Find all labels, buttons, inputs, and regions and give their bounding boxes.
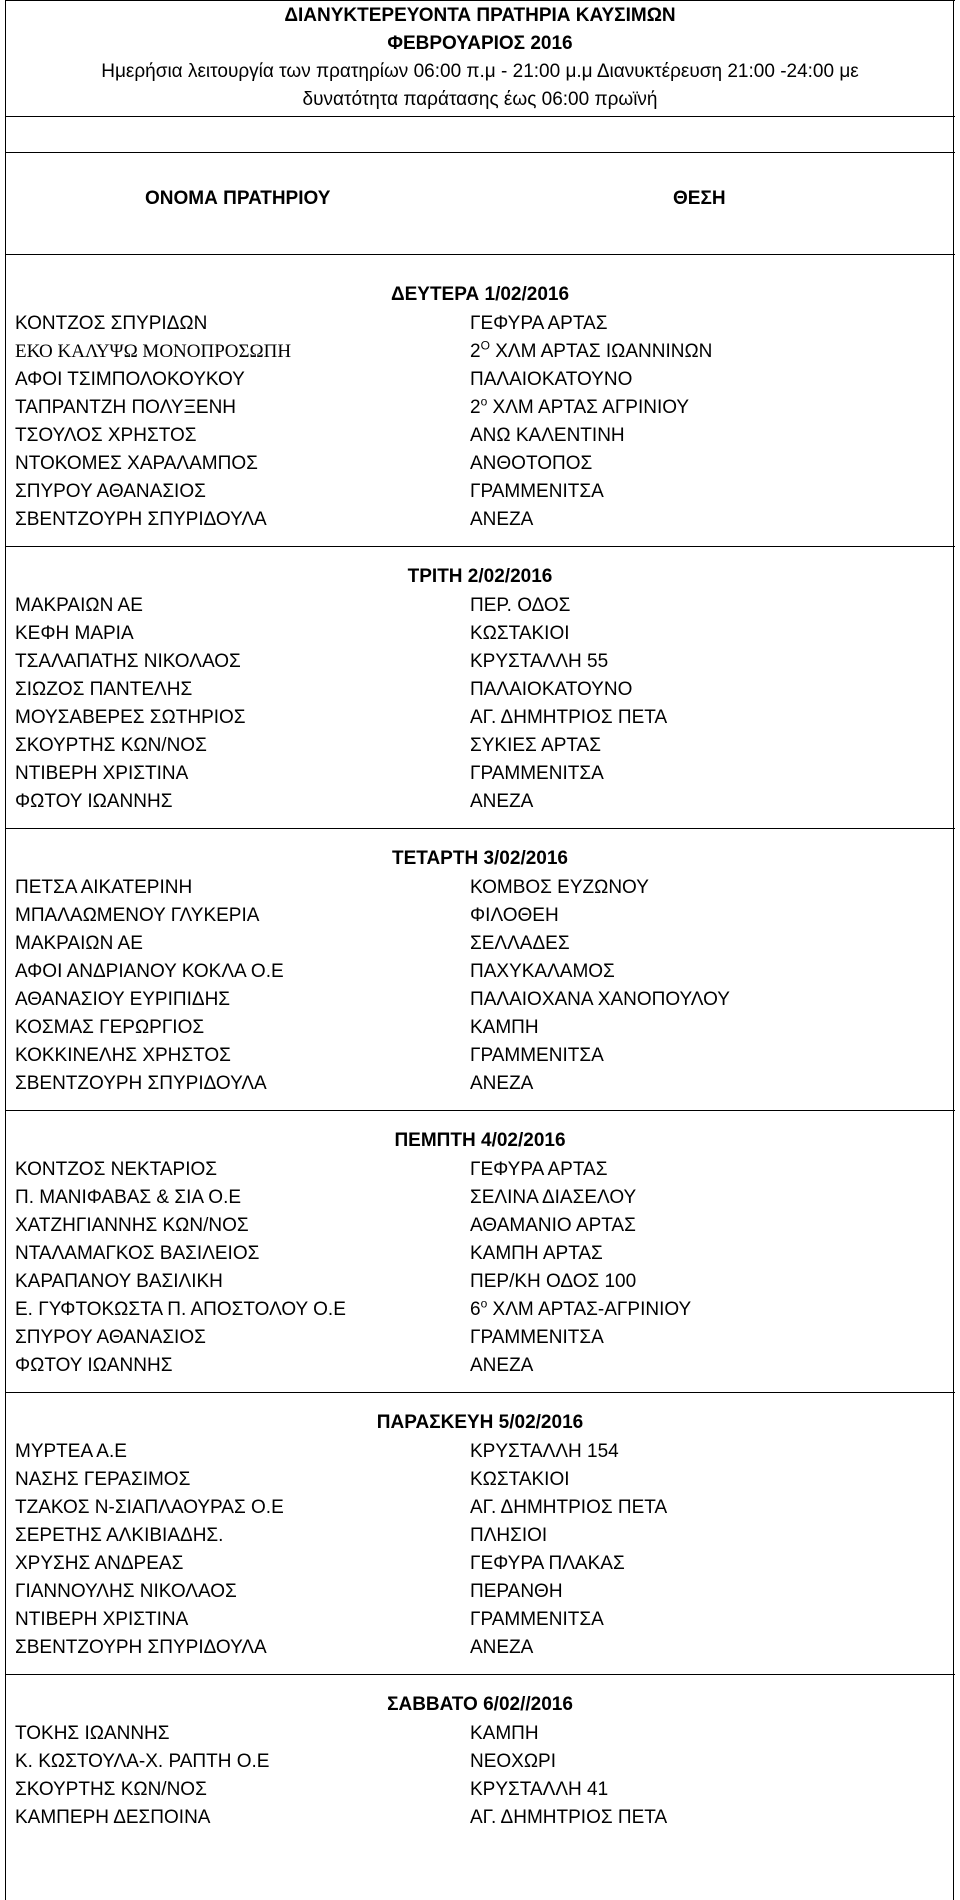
station-row <box>5 1042 955 1070</box>
station-name: Ε. ΓΥΦΤΟΚΩΣΤΑ Π. ΑΠΟΣΤΟΛΟΥ Ο.Ε <box>15 1299 346 1320</box>
station-row <box>5 1522 955 1550</box>
station-row <box>5 1268 955 1296</box>
duty-schedule-sheet <box>5 0 955 1900</box>
station-name: ΧΑΤΖΗΓΙΑΝΝΗΣ ΚΩΝ/ΝΟΣ <box>15 1215 249 1236</box>
station-location <box>470 338 712 366</box>
station-name: ΜΠΑΛΑΩΜΕΝΟΥ ΓΛΥΚΕΡΙΑ <box>15 905 260 926</box>
station-name: ΣΚΟΥΡΤΗΣ ΚΩΝ/ΝΟΣ <box>15 735 207 756</box>
location-text: ΧΛΜ ΑΡΤΑΣ-ΑΓΡΙΝΙΟΥ <box>487 1299 692 1320</box>
station-row <box>5 366 955 394</box>
station-name: ΣΚΟΥΡΤΗΣ ΚΩΝ/ΝΟΣ <box>15 1779 207 1800</box>
station-row <box>5 1070 955 1098</box>
station-name: ΜΥΡΤΕΑ Α.Ε <box>15 1441 127 1462</box>
station-name: ΣΙΩΖΟΣ ΠΑΝΤΕΛΗΣ <box>15 679 193 700</box>
station-name: ΚΟΚΚΙΝΕΛΗΣ ΧΡΗΣΤΟΣ <box>15 1045 231 1066</box>
station-location: ΚΩΣΤΑΚΙΟΙ <box>470 623 570 644</box>
station-location: ΠΑΛΑΙΟΚΑΤΟΥΝΟ <box>470 679 633 700</box>
station-location: ΠΕΡΑΝΘΗ <box>470 1581 563 1602</box>
station-name: ΚΟΣΜΑΣ ΓΕΡΩΡΓΙΟΣ <box>15 1017 205 1038</box>
table-top-border <box>5 0 955 1</box>
station-row <box>5 1014 955 1042</box>
station-row <box>5 902 955 930</box>
station-location: ΚΑΜΠΗ <box>470 1723 539 1744</box>
table-left-border <box>5 0 6 1900</box>
station-location: ΚΩΣΤΑΚΙΟΙ <box>470 1469 570 1490</box>
station-name: ΑΦΟΙ ΤΣΙΜΠΟΛΟΚΟΥΚΟΥ <box>15 369 245 390</box>
station-location: ΑΘΑΜΑΝΙΟ ΑΡΤΑΣ <box>470 1215 636 1236</box>
station-location: ΠΛΗΣΙΟΙ <box>470 1525 548 1546</box>
station-row <box>5 1212 955 1240</box>
station-row <box>5 648 955 676</box>
station-location <box>470 394 689 422</box>
station-location: ΚΡΥΣΤΑΛΛΗ 41 <box>470 1779 609 1800</box>
header-divider <box>5 254 955 255</box>
station-row <box>5 732 955 760</box>
station-name: ΚΟΝΤΖΟΣ ΝΕΚΤΑΡΙΟΣ <box>15 1159 218 1180</box>
station-location: ΓΡΑΜΜΕΝΙΤΣΑ <box>470 1045 604 1066</box>
table-right-border <box>953 0 954 1900</box>
ordinal-mark: ο <box>480 1296 488 1311</box>
station-row <box>5 1776 955 1804</box>
station-name: ΤΣΑΛΑΠΑΤΗΣ ΝΙΚΟΛΑΟΣ <box>15 651 241 672</box>
station-row <box>5 986 955 1014</box>
station-location: ΚΡΥΣΤΑΛΛΗ 55 <box>470 651 609 672</box>
station-row <box>5 592 955 620</box>
day-heading: ΤΡΙΤΗ 2/02/2016 <box>407 566 553 587</box>
station-name: ΤΑΠΡΑΝΤΖΗ ΠΟΛΥΞΕΝΗ <box>15 397 237 418</box>
station-row <box>5 1240 955 1268</box>
station-location: ΑΓ. ΔΗΜΗΤΡΙΟΣ ΠΕΤΑ <box>470 1497 668 1518</box>
station-location: ΓΕΦΥΡΑ ΑΡΤΑΣ <box>470 1159 608 1180</box>
station-name: ΕΚΟ ΚΑΛΥΨΩ ΜΟΝΟΠΡΟΣΩΠΗ <box>15 341 292 362</box>
station-row <box>5 1494 955 1522</box>
station-location: ΑΓ. ΔΗΜΗΤΡΙΟΣ ΠΕΤΑ <box>470 1807 668 1828</box>
station-location: ΚΟΜΒΟΣ ΕΥΖΩΝΟΥ <box>470 877 649 898</box>
station-name: ΜΑΚΡΑΙΩΝ ΑΕ <box>15 595 143 616</box>
station-location: ΑΝΕΖΑ <box>470 1355 534 1376</box>
station-row <box>5 788 955 816</box>
station-name: ΝΤΙΒΕΡΗ ΧΡΙΣΤΙΝΑ <box>15 763 189 784</box>
station-name: ΓΙΑΝΝΟΥΛΗΣ ΝΙΚΟΛΑΟΣ <box>15 1581 237 1602</box>
station-name: ΚΕΦΗ ΜΑΡΙΑ <box>15 623 134 644</box>
station-location: ΠΑΧΥΚΑΛΑΜΟΣ <box>470 961 615 982</box>
station-location: ΣΥΚΙΕΣ ΑΡΤΑΣ <box>470 735 601 756</box>
station-name: ΝΤΑΛΑΜΑΓΚΟΣ ΒΑΣΙΛΕΙΟΣ <box>15 1243 260 1264</box>
ordinal-mark: Ο <box>480 338 490 353</box>
station-location: ΓΡΑΜΜΕΝΙΤΣΑ <box>470 763 604 784</box>
station-name: ΤΟΚΗΣ ΙΩΑΝΝΗΣ <box>15 1723 170 1744</box>
station-name: Π. ΜΑΝΙΦΑΒΑΣ & ΣΙΑ Ο.Ε <box>15 1187 242 1208</box>
station-location: ΓΡΑΜΜΕΝΙΤΣΑ <box>470 481 604 502</box>
station-row <box>5 506 955 534</box>
station-location: ΠΑΛΑΙΟΚΑΤΟΥΝΟ <box>470 369 633 390</box>
station-location: ΓΡΑΜΜΕΝΙΤΣΑ <box>470 1327 604 1348</box>
station-name: ΣΒΕΝΤΖΟΥΡΗ ΣΠΥΡΙΔΟΥΛΑ <box>15 1073 267 1094</box>
station-row <box>5 760 955 788</box>
station-row <box>5 1748 955 1776</box>
station-location: ΑΝΕΖΑ <box>470 1637 534 1658</box>
station-name: ΦΩΤΟΥ ΙΩΑΝΝΗΣ <box>15 791 173 812</box>
station-name: ΣΕΡΕΤΗΣ ΑΛΚΙΒΙΑΔΗΣ. <box>15 1525 224 1546</box>
station-name: ΣΒΕΝΤΖΟΥΡΗ ΣΠΥΡΙΔΟΥΛΑ <box>15 509 267 530</box>
station-location: ΑΝΘΟΤΟΠΟΣ <box>470 453 593 474</box>
station-row <box>5 1634 955 1662</box>
station-row <box>5 1184 955 1212</box>
station-location: ΝΕΟΧΩΡΙ <box>470 1751 557 1772</box>
km-number: 2 <box>470 341 481 362</box>
station-row <box>5 1296 955 1324</box>
day-heading: ΣΑΒΒΑΤΟ 6/02//2016 <box>387 1694 573 1715</box>
day-separator <box>5 546 955 547</box>
station-row <box>5 1324 955 1352</box>
column-header-location: ΘΕΣΗ <box>673 188 726 209</box>
station-row <box>5 1606 955 1634</box>
station-location: ΑΝΩ ΚΑΛΕΝΤΙΝΗ <box>470 425 625 446</box>
station-location: ΣΕΛΛΑΔΕΣ <box>470 933 570 954</box>
station-name: ΚΑΡΑΠΑΝΟΥ ΒΑΣΙΛΙΚΗ <box>15 1271 223 1292</box>
ordinal-mark: ο <box>480 394 488 409</box>
station-row <box>5 1720 955 1748</box>
station-name: ΠΕΤΣΑ ΑΙΚΑΤΕΡΙΝΗ <box>15 877 193 898</box>
station-location: ΣΕΛΙΝΑ ΔΙΑΣΕΛΟΥ <box>470 1187 637 1208</box>
day-separator <box>5 1392 955 1393</box>
station-row <box>5 930 955 958</box>
station-name: ΚΑΜΠΕΡΗ ΔΕΣΠΟΙΝΑ <box>15 1807 211 1828</box>
station-row <box>5 394 955 422</box>
station-name: Κ. ΚΩΣΤΟΥΛΑ-Χ. ΡΑΠΤΗ Ο.Ε <box>15 1751 270 1772</box>
header-divider <box>5 152 955 153</box>
station-name: ΜΑΚΡΑΙΩΝ ΑΕ <box>15 933 143 954</box>
km-number: 2 <box>470 397 481 418</box>
hours-note-line-1: Ημερήσια λειτουργία των πρατηρίων 06:00 π.μ - 21:00 μ.μ Διανυκτέρευση 21:00 -24:00 με <box>101 61 859 82</box>
station-name: ΤΖΑΚΟΣ Ν-ΣΙΑΠΛΑΟΥΡΑΣ Ο.Ε <box>15 1497 284 1518</box>
station-location: ΑΝΕΖΑ <box>470 509 534 530</box>
station-location: ΓΕΦΥΡΑ ΠΛΑΚΑΣ <box>470 1553 625 1574</box>
station-row <box>5 1550 955 1578</box>
station-row <box>5 310 955 338</box>
station-location: ΦΙΛΟΘΕΗ <box>470 905 559 926</box>
station-name: ΤΣΟΥΛΟΣ ΧΡΗΣΤΟΣ <box>15 425 197 446</box>
station-name: ΑΦΟΙ ΑΝΔΡΙΑΝΟΥ ΚΟΚΛΑ Ο.Ε <box>15 961 284 982</box>
station-row <box>5 620 955 648</box>
km-number: 6 <box>470 1299 481 1320</box>
column-header-name: ΟΝΟΜΑ ΠΡΑΤΗΡΙΟΥ <box>145 188 331 209</box>
day-heading: ΤΕΤΑΡΤΗ 3/02/2016 <box>391 848 568 869</box>
station-location: ΓΕΦΥΡΑ ΑΡΤΑΣ <box>470 313 608 334</box>
station-name: ΣΒΕΝΤΖΟΥΡΗ ΣΠΥΡΙΔΟΥΛΑ <box>15 1637 267 1658</box>
station-name: ΝΑΣΗΣ ΓΕΡΑΣΙΜΟΣ <box>15 1469 191 1490</box>
station-name: ΧΡΥΣΗΣ ΑΝΔΡΕΑΣ <box>15 1553 184 1574</box>
station-row <box>5 1438 955 1466</box>
station-row <box>5 422 955 450</box>
location-text: ΧΛΜ ΑΡΤΑΣ ΙΩΑΝΝΙΝΩΝ <box>489 341 713 362</box>
station-row <box>5 676 955 704</box>
station-row <box>5 958 955 986</box>
station-location: ΑΓ. ΔΗΜΗΤΡΙΟΣ ΠΕΤΑ <box>470 707 668 728</box>
document-title: ΔΙΑΝΥΚΤΕΡΕΥΟΝΤΑ ΠΡΑΤΗΡΙΑ ΚΑΥΣΙΜΩΝ <box>284 5 676 26</box>
day-separator <box>5 828 955 829</box>
station-name: ΝΤΙΒΕΡΗ ΧΡΙΣΤΙΝΑ <box>15 1609 189 1630</box>
station-name: ΣΠΥΡΟΥ ΑΘΑΝΑΣΙΟΣ <box>15 1327 206 1348</box>
station-row <box>5 450 955 478</box>
document-month: ΦΕΒΡΟΥΑΡΙΟΣ 2016 <box>387 33 573 54</box>
station-location: ΠΕΡ. ΟΔΟΣ <box>470 595 571 616</box>
station-row <box>5 1352 955 1380</box>
station-location: ΑΝΕΖΑ <box>470 1073 534 1094</box>
station-row <box>5 704 955 732</box>
station-location: ΠΑΛΑΙΟΧΑΝΑ ΧΑΝΟΠΟΥΛΟΥ <box>470 989 730 1010</box>
station-row <box>5 1804 955 1832</box>
station-name: ΝΤΟΚΟΜΕΣ ΧΑΡΑΛΑΜΠΟΣ <box>15 453 258 474</box>
hours-note-line-2: δυνατότητα παράτασης έως 06:00 πρωϊνή <box>302 89 658 110</box>
station-name: ΑΘΑΝΑΣΙΟΥ ΕΥΡΙΠΙΔΗΣ <box>15 989 231 1010</box>
station-location: ΠΕΡ/ΚΗ ΟΔΟΣ 100 <box>470 1271 637 1292</box>
station-name: ΜΟΥΣΑΒΕΡΕΣ ΣΩΤΗΡΙΟΣ <box>15 707 246 728</box>
station-row <box>5 1156 955 1184</box>
station-location: ΚΑΜΠΗ ΑΡΤΑΣ <box>470 1243 603 1264</box>
station-location <box>470 1296 691 1324</box>
station-row <box>5 1578 955 1606</box>
day-heading: ΔΕΥΤΕΡΑ 1/02/2016 <box>390 284 570 305</box>
day-separator <box>5 1674 955 1675</box>
station-row <box>5 338 955 366</box>
station-location: ΓΡΑΜΜΕΝΙΤΣΑ <box>470 1609 604 1630</box>
station-name: ΦΩΤΟΥ ΙΩΑΝΝΗΣ <box>15 1355 173 1376</box>
header-divider <box>5 116 955 117</box>
day-heading: ΠΕΜΠΤΗ 4/02/2016 <box>394 1130 566 1151</box>
location-text: ΧΛΜ ΑΡΤΑΣ ΑΓΡΙΝΙΟΥ <box>487 397 690 418</box>
station-row <box>5 874 955 902</box>
station-location: ΑΝΕΖΑ <box>470 791 534 812</box>
station-location: ΚΑΜΠΗ <box>470 1017 539 1038</box>
day-heading: ΠΑΡΑΣΚΕΥΗ 5/02/2016 <box>376 1412 584 1433</box>
station-row <box>5 478 955 506</box>
station-name: ΣΠΥΡΟΥ ΑΘΑΝΑΣΙΟΣ <box>15 481 206 502</box>
station-location: ΚΡΥΣΤΑΛΛΗ 154 <box>470 1441 619 1462</box>
station-row <box>5 1466 955 1494</box>
station-name: ΚΟΝΤΖΟΣ ΣΠΥΡΙΔΩΝ <box>15 313 208 334</box>
day-separator <box>5 1110 955 1111</box>
